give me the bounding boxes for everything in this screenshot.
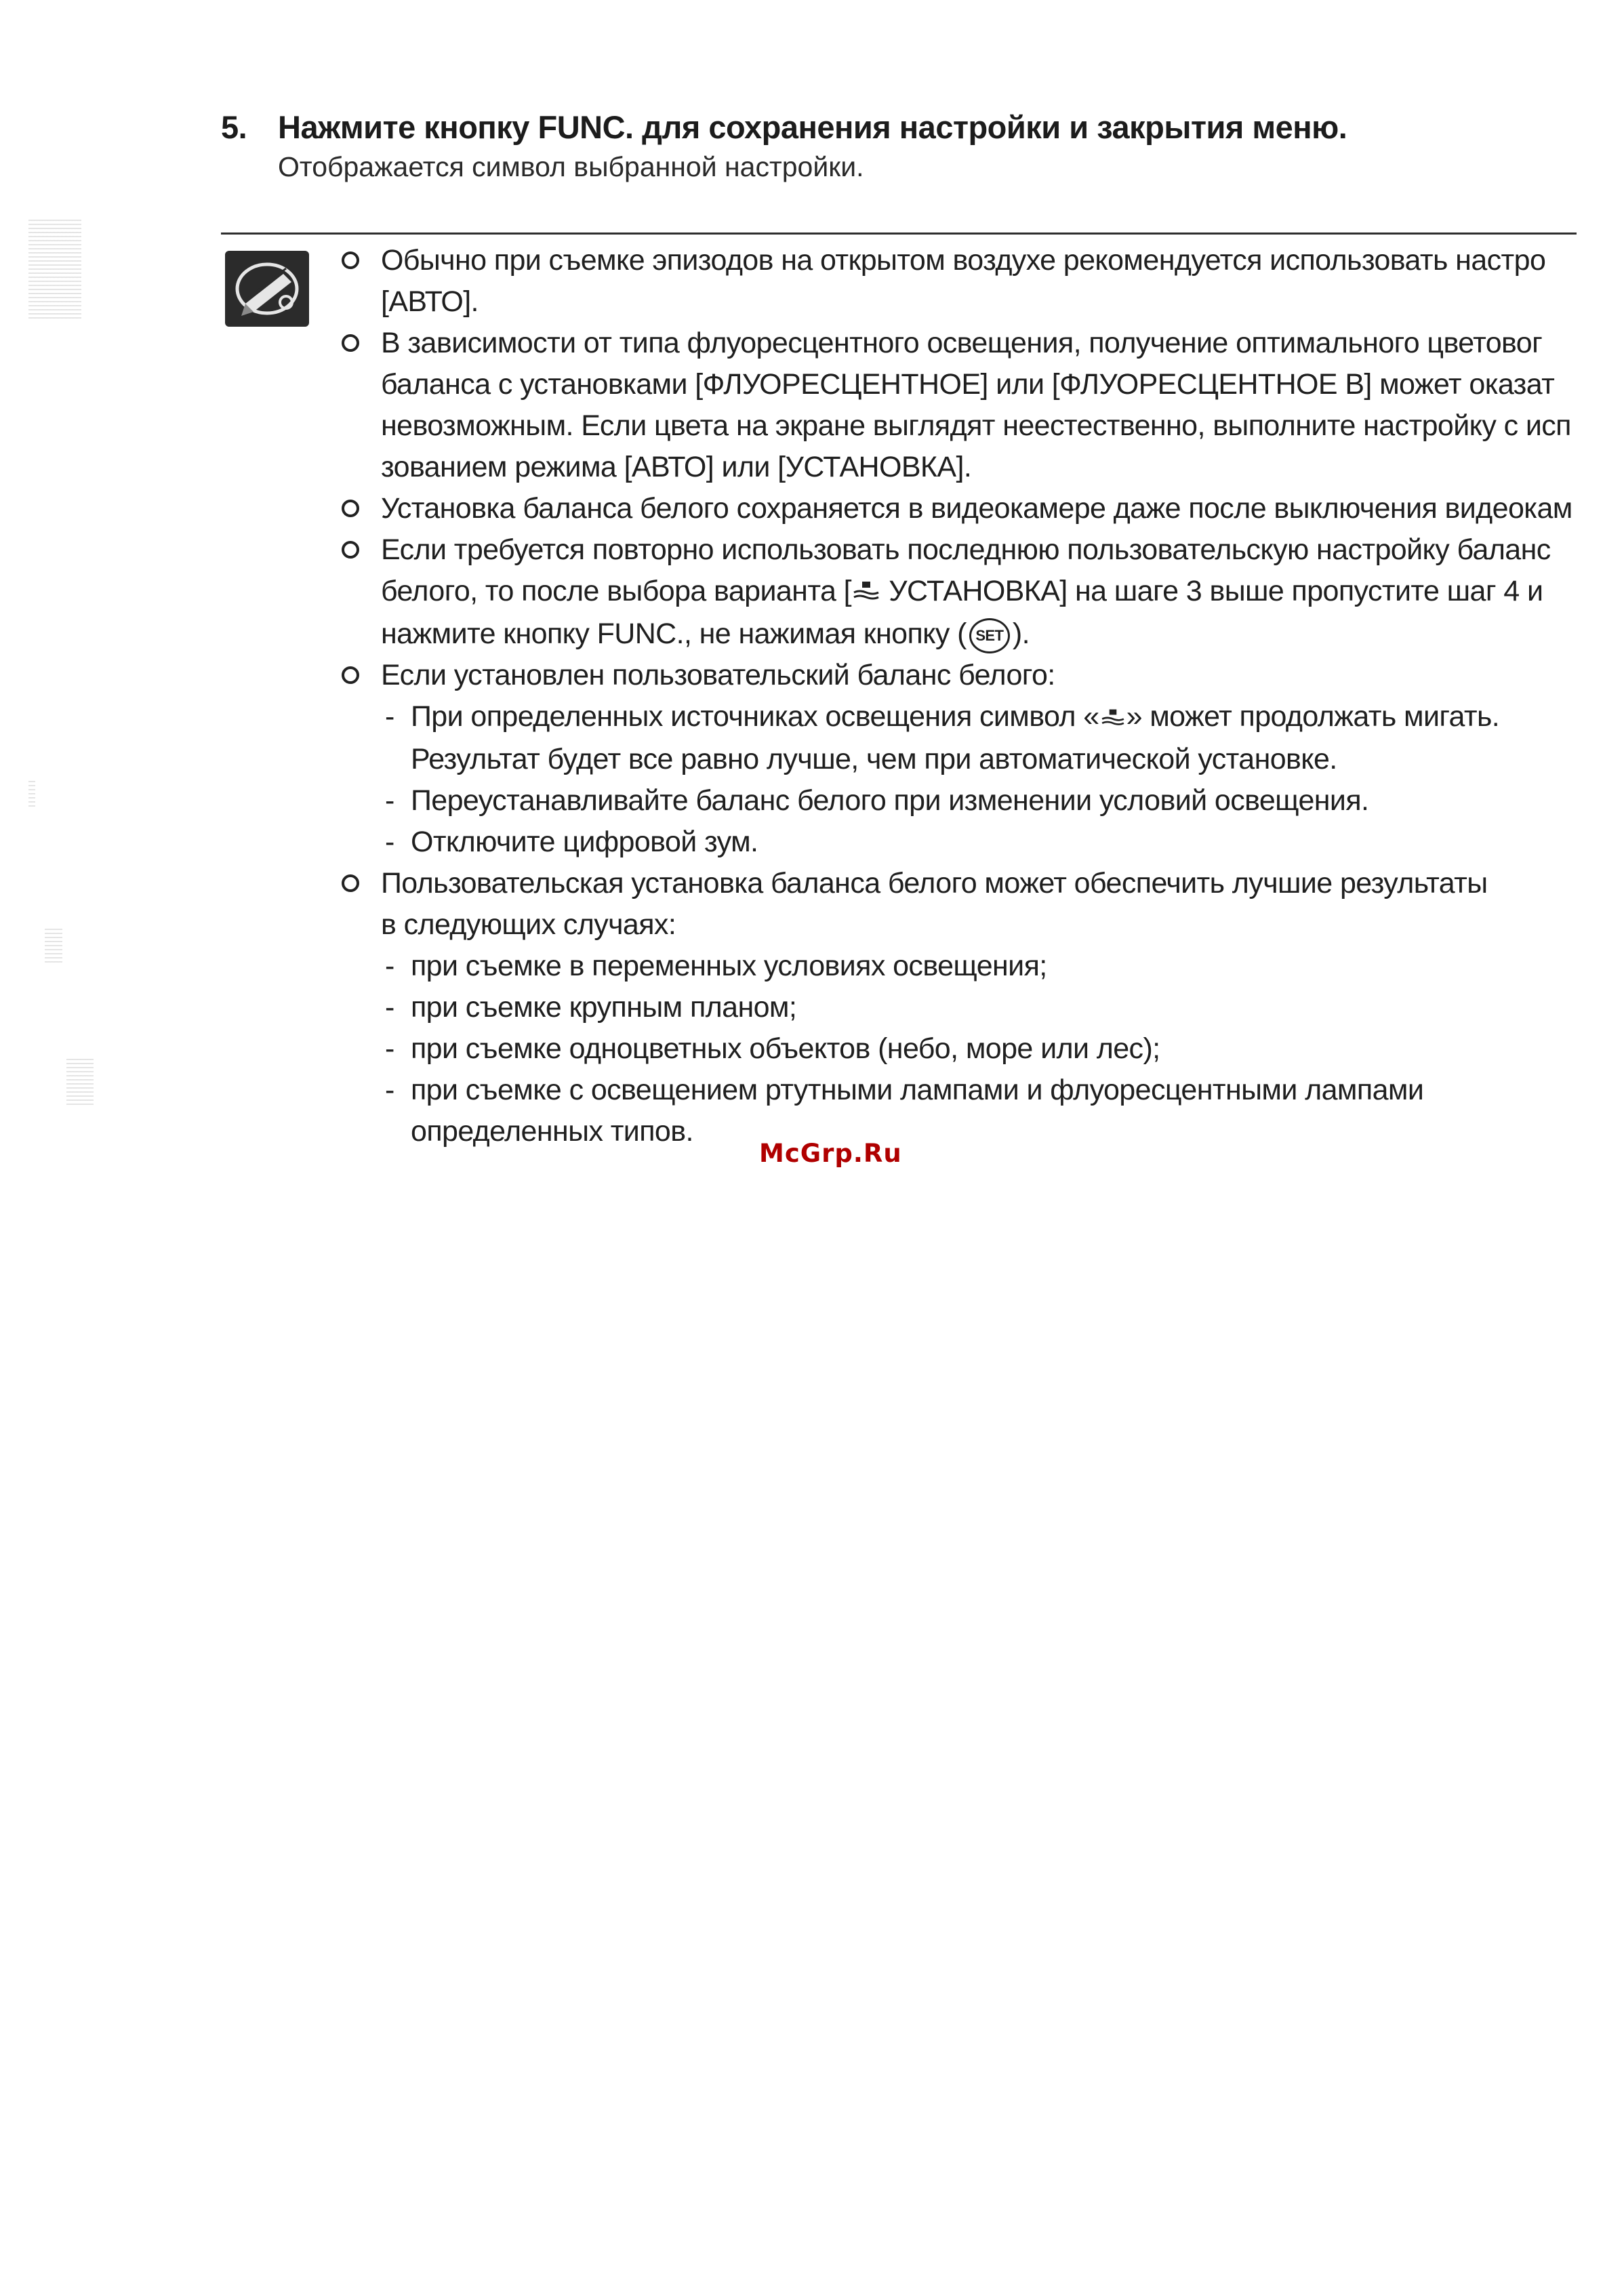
sub-list-item: [381, 780, 1577, 822]
sub-line: Отключите цифровой зум.: [411, 826, 758, 859]
note-text: ).: [1012, 618, 1030, 651]
note-line: в следующих случаях:: [381, 908, 676, 942]
note-item: [338, 863, 1577, 1152]
note-line: Обычно при съемке эпизодов на открытом воздухе рекомендуется использовать настро: [381, 244, 1546, 277]
dash-bullet: -: [385, 826, 394, 859]
note-line: баланса с установками [ФЛУОРЕСЦЕНТНОЕ] или [ФЛУОРЕСЦЕНТНОЕ В] может оказат: [381, 368, 1555, 401]
note-line: [АВТО].: [381, 285, 479, 318]
note-item: [338, 240, 1577, 323]
note-line: зованием режима [АВТО] или [УСТАНОВКА].: [381, 451, 972, 483]
sub-line: Результат будет все равно лучше, чем при автоматической установке.: [411, 743, 1337, 776]
dash-bullet: -: [385, 1074, 394, 1107]
sub-list-item: [381, 822, 1577, 863]
circle-bullet-icon: [342, 541, 359, 559]
sub-list: [381, 946, 1577, 1152]
custom-white-balance-icon: [851, 572, 881, 613]
sub-line: при съемке с освещением ртутными лампами и флуоресцентными лампами: [411, 1074, 1424, 1107]
dash-bullet: -: [385, 700, 394, 733]
step-subtitle: Отображается символ выбранной настройки.: [278, 151, 864, 182]
circle-bullet-icon: [342, 874, 359, 892]
sub-line: Переустанавливайте баланс белого при изменении условий освещения.: [411, 784, 1369, 817]
sub-line: при съемке крупным планом;: [411, 991, 797, 1024]
step-title: Нажмите кнопку FUNC. для сохранения настройки и закрытия меню.: [278, 109, 1347, 145]
note-text: нажмите кнопку FUNC., не нажимая кнопку (: [381, 618, 967, 651]
custom-white-balance-icon: [1099, 698, 1126, 739]
note-line: Пользовательская установка баланса белого может обеспечить лучшие результаты: [381, 867, 1488, 900]
note-item: [338, 655, 1577, 863]
sub-text: При определенных источниках освещения символ «: [411, 700, 1099, 733]
set-button-icon: SET: [969, 618, 1010, 653]
note-line: [381, 613, 1577, 655]
note-line: невозможным. Если цвета на экране выглядят неестественно, выполните настройку с исп: [381, 409, 1571, 442]
sub-list-item: [381, 1028, 1577, 1070]
note-line: В зависимости от типа флуоресцентного освещения, получение оптимального цветовог: [381, 327, 1543, 359]
note-line: Установка баланса белого сохраняется в видеокамере даже после выключения видеокам: [381, 492, 1572, 525]
circle-bullet-icon: [342, 500, 359, 517]
notes-list: [338, 240, 1577, 1152]
sub-list-item: [381, 946, 1577, 987]
sub-line: при съемке в переменных условиях освещения;: [411, 950, 1047, 983]
step-number: 5.: [221, 109, 247, 145]
note-item: [338, 323, 1577, 488]
note-item: [338, 529, 1577, 655]
dash-bullet: -: [385, 950, 394, 983]
sub-list-item: [381, 696, 1577, 780]
note-text: УСТАНОВКА] на шаге 3 выше пропустите шаг 4 и: [880, 575, 1543, 607]
note-line: Если установлен пользовательский баланс белого:: [381, 659, 1055, 692]
watermark-text: McGrp.Ru: [759, 1139, 902, 1168]
sub-list-item: [381, 1070, 1577, 1152]
sub-line: при съемке одноцветных объектов (небо, море или лес);: [411, 1032, 1160, 1066]
circle-bullet-icon: [342, 251, 359, 269]
note-text: белого, то после выбора варианта [: [381, 575, 851, 607]
circle-bullet-icon: [342, 334, 359, 352]
sub-line: определенных типов.: [411, 1115, 693, 1148]
dash-bullet: -: [385, 1032, 394, 1066]
note-item: [338, 488, 1577, 529]
sub-list-item: [381, 987, 1577, 1028]
sub-line: [411, 696, 1577, 739]
circle-bullet-icon: [342, 666, 359, 684]
dash-bullet: -: [385, 991, 394, 1024]
sub-list: [381, 696, 1577, 863]
note-line: [381, 571, 1577, 613]
dash-bullet: -: [385, 784, 394, 817]
sub-text: » может продолжать мигать.: [1126, 700, 1500, 733]
note-line: Если требуется повторно использовать последнюю пользовательскую настройку баланс: [381, 533, 1551, 566]
